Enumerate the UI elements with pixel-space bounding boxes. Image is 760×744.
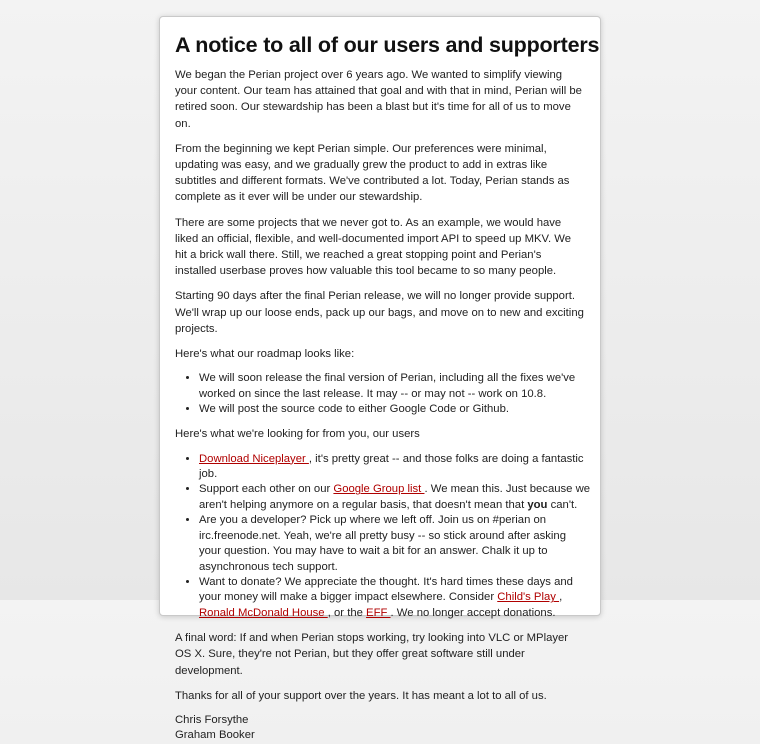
eff-link[interactable]: EFF: [366, 606, 391, 619]
signature-name: Chris Forsythe: [175, 713, 249, 726]
ask-item-niceplayer: [199, 452, 591, 483]
ask-item-donate: [199, 575, 591, 621]
roadmap-list: [175, 371, 591, 417]
paragraph-support-end: Starting 90 days after the final Perian release, we will no longer provide support. We'll wrap up our loose ends, pack up our bags, and move on to new and exciting projects.: [175, 290, 584, 335]
signature-name: Graham Booker: [175, 729, 255, 742]
ask-item-google-group: [199, 482, 591, 513]
paragraph-final-word: A final word: If and when Perian stops working, try looking into VLC or MPlayer OS X. Sure, they're not Perian, but they offer great software still under development.: [175, 632, 569, 677]
notice-card: [159, 16, 601, 742]
ask-item-google-group-after: can't.: [547, 498, 578, 511]
paragraph-intro: We began the Perian project over 6 years ago. We wanted to simplify viewing your content. Our team has attained that goal and with that in mind, Perian will be retired soon. Our stewardship has been a blast but it's time for all of us to move on.: [175, 69, 582, 130]
signature-block: [175, 713, 600, 744]
asks-list: [175, 452, 591, 621]
roadmap-item-source-code: • We will post the source code to either Google Code or Github.: [199, 402, 591, 417]
ask-item-google-group-before: Support each other on our: [199, 483, 334, 496]
emphasis-you: you: [527, 498, 548, 511]
ask-item-developer: • Are you a developer? Pick up where we left off. Join us on #perian on irc.freenode.net. Yeah, we're all pretty busy -- so stick around after asking your question. You may have to wait a bit for an answer. Chalk it up to asynchronous tech support.: [199, 513, 591, 575]
roadmap-intro: Here's what our roadmap looks like:: [175, 348, 355, 361]
childs-play-link[interactable]: Child's Play: [497, 591, 560, 604]
paragraph-unfinished-projects: There are some projects that we never got to. As an example, we would have liked an official, flexible, and well-documented import API to speed up MKV. We hit a brick wall there. Still, we reached a great stopping point and Perian's installed userbase proves how valuable this tool became to so many people.: [175, 216, 572, 278]
ask-item-donate-after: . We no longer accept donations.: [390, 606, 556, 619]
ronald-mcdonald-house-link[interactable]: Ronald McDonald House: [199, 606, 328, 619]
ask-item-donate-before: Want to donate? We appreciate the thought. It's hard times these days and your money will make a bigger impact elsewhere. Consider: [199, 575, 573, 604]
separator: , or the: [327, 606, 367, 619]
ask-item-google-group-middle: . We mean this. Just because we aren't helping anymore on a regular basis, that doesn't mean that: [199, 483, 591, 511]
niceplayer-link[interactable]: Download Niceplayer: [199, 452, 309, 465]
google-group-link[interactable]: Google Group list: [333, 483, 425, 496]
paragraph-simplicity: From the beginning we kept Perian simple. Our preferences were minimal, updating was easy, and we gradually grew the product to add in extras like subtitles and different formats. We've contributed a lot. Today, Perian stands as complete as it ever will be under our stewardship.: [175, 142, 570, 204]
paragraph-thanks: Thanks for all of your support over the years. It has meant a lot to all of us.: [175, 689, 547, 702]
ask-item-niceplayer-text: , it's pretty great -- and those folks are doing a fantastic job.: [199, 452, 584, 481]
roadmap-item-final-release: • We will soon release the final version of Perian, including all the fixes we've worked on since the last release. It may -- or may not -- work on 10.8.: [199, 371, 591, 402]
separator: ,: [559, 591, 563, 604]
page-title: A notice to all of our users and supporters: [175, 33, 600, 57]
users-intro: Here's what we're looking for from you, our users: [175, 428, 420, 441]
